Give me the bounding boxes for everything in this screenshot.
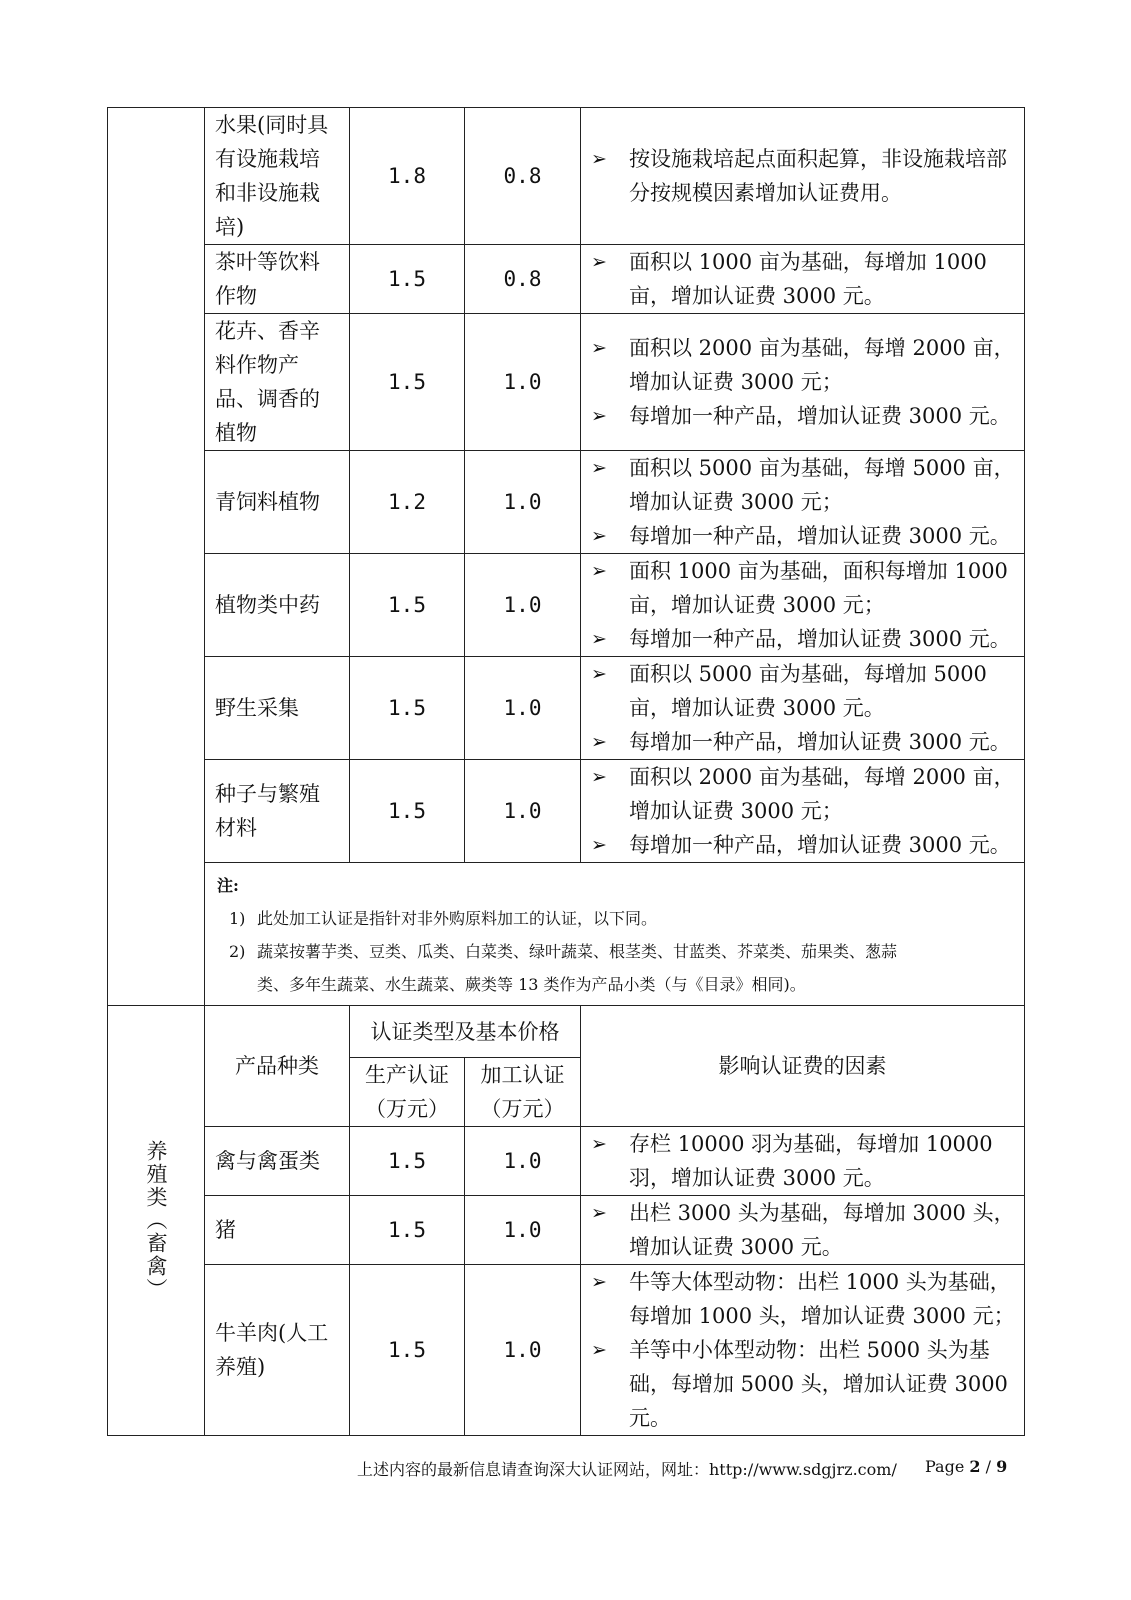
- livestock-header-row: [108, 1006, 1025, 1058]
- table-row: [108, 760, 1025, 863]
- header-product-type: 产品种类: [205, 1006, 350, 1127]
- production-price: 1.5: [350, 245, 465, 314]
- note-item: 2) 蔬菜按薯芋类、豆类、瓜类、白菜类、绿叶蔬菜、根茎类、甘蓝类、芥菜类、茄果类、葱蒜: [229, 942, 898, 961]
- arrowhead-bullet-icon: ➢: [591, 766, 607, 788]
- fee-factors: ➢ 存栏 10000 羽为基础，每增加 10000 羽，增加认证费 3000 元。: [581, 1127, 1025, 1196]
- processing-price: 1.0: [465, 314, 581, 451]
- arrowhead-bullet-icon: ➢: [591, 1271, 607, 1293]
- fee-factors: ➢ 面积 1000 亩为基础，面积每增加 1000 亩，增加认证费 3000 元； ➢ 每增加一种产品，增加认证费 3000 元。: [581, 554, 1025, 657]
- fee-factors: ➢ 面积以 2000 亩为基础，每增 2000 亩，增加认证费 3000 元； ➢ 每增加一种产品，增加认证费 3000 元。: [581, 760, 1025, 863]
- notes-row: [108, 863, 1025, 1006]
- note-item-continuation: 类、多年生蔬菜、水生蔬菜、蕨类等 13 类作为产品小类（与《目录》相同)。: [257, 975, 806, 994]
- arrowhead-bullet-icon: ➢: [591, 1133, 607, 1155]
- table-row: [108, 657, 1025, 760]
- arrowhead-bullet-icon: ➢: [591, 560, 607, 582]
- arrowhead-bullet-icon: ➢: [591, 1202, 607, 1224]
- header-factors: 影响认证费的因素: [581, 1006, 1025, 1127]
- footer-text: 上述内容的最新信息请查询深大认证网站，网址：http://www.sdgjrz.com/: [357, 1460, 897, 1479]
- arrowhead-bullet-icon: ➢: [591, 337, 607, 359]
- processing-price: 0.8: [465, 108, 581, 245]
- notes-cell: [205, 863, 1025, 1006]
- fee-factors: ➢ 面积以 1000 亩为基础，每增加 1000 亩，增加认证费 3000 元。: [581, 245, 1025, 314]
- table-row: [108, 451, 1025, 554]
- table-row: [108, 314, 1025, 451]
- header-processing: 加工认证（万元）: [465, 1058, 581, 1127]
- note-item: 1) 此处加工认证是指针对非外购原料加工的认证，以下同。: [229, 909, 658, 928]
- production-price: 1.5: [350, 760, 465, 863]
- table-row: [108, 554, 1025, 657]
- production-price: 1.5: [350, 554, 465, 657]
- product-category: 水果(同时具有设施栽培和非设施栽培): [205, 108, 350, 245]
- processing-price: 0.8: [465, 245, 581, 314]
- fee-factors: ➢ 面积以 2000 亩为基础，每增 2000 亩，增加认证费 3000 元； ➢ 每增加一种产品，增加认证费 3000 元。: [581, 314, 1025, 451]
- fee-factors: ➢ 按设施栽培起点面积起算，非设施栽培部分按规模因素增加认证费用。: [581, 108, 1025, 245]
- processing-price: 1.0: [465, 451, 581, 554]
- product-category: 青饲料植物: [205, 451, 350, 554]
- table-row: [108, 1127, 1025, 1196]
- total-pages: 9: [996, 1457, 1008, 1476]
- processing-price: 1.0: [465, 554, 581, 657]
- production-price: 1.2: [350, 451, 465, 554]
- production-price: 1.5: [350, 1127, 465, 1196]
- arrowhead-bullet-icon: ➢: [591, 251, 607, 273]
- notes-title: 注:: [217, 876, 239, 895]
- arrowhead-bullet-icon: ➢: [591, 628, 607, 650]
- production-price: 1.5: [350, 657, 465, 760]
- processing-price: 1.0: [465, 760, 581, 863]
- arrowhead-bullet-icon: ➢: [591, 834, 607, 856]
- processing-price: 1.0: [465, 1196, 581, 1265]
- fee-factors: ➢ 出栏 3000 头为基础，每增加 3000 头，增加认证费 3000 元。: [581, 1196, 1025, 1265]
- table-row: [108, 108, 1025, 245]
- production-price: 1.5: [350, 1196, 465, 1265]
- product-category: 猪: [205, 1196, 350, 1265]
- arrowhead-bullet-icon: ➢: [591, 457, 607, 479]
- processing-price: 1.0: [465, 657, 581, 760]
- fee-factors: ➢ 面积以 5000 亩为基础，每增 5000 亩，增加认证费 3000 元； ➢ 每增加一种产品，增加认证费 3000 元。: [581, 451, 1025, 554]
- product-category: 花卉、香辛料作物产品、调香的植物: [205, 314, 350, 451]
- header-production: 生产认证（万元）: [350, 1058, 465, 1127]
- arrowhead-bullet-icon: ➢: [591, 148, 607, 170]
- arrowhead-bullet-icon: ➢: [591, 525, 607, 547]
- table-row: [108, 245, 1025, 314]
- section-label-cell: [108, 108, 205, 1006]
- table-row: [108, 1196, 1025, 1265]
- product-category: 禽与禽蛋类: [205, 1127, 350, 1196]
- product-category: 茶叶等饮料作物: [205, 245, 350, 314]
- table-row: [108, 1265, 1025, 1436]
- arrowhead-bullet-icon: ➢: [591, 731, 607, 753]
- production-price: 1.8: [350, 108, 465, 245]
- current-page: 2: [969, 1457, 981, 1476]
- page-number: Page 2 / 9: [925, 1457, 1008, 1476]
- fee-table: [107, 107, 1025, 1436]
- product-category: 牛羊肉(人工养殖): [205, 1265, 350, 1436]
- livestock-section-label: 养殖类（畜禽）: [144, 1140, 168, 1301]
- section-label-cell: [108, 1006, 205, 1436]
- production-price: 1.5: [350, 314, 465, 451]
- processing-price: 1.0: [465, 1265, 581, 1436]
- page-footer: [0, 1457, 1131, 1481]
- product-category: 植物类中药: [205, 554, 350, 657]
- product-category: 种子与繁殖材料: [205, 760, 350, 863]
- arrowhead-bullet-icon: ➢: [591, 1339, 607, 1361]
- fee-factors: ➢ 牛等大体型动物：出栏 1000 头为基础，每增加 1000 头，增加认证费 3000 元； ➢ 羊等中小体型动物：出栏 5000 头为基础，每增加 5000 头，增加认证费 3000 元。: [581, 1265, 1025, 1436]
- arrowhead-bullet-icon: ➢: [591, 663, 607, 685]
- product-category: 野生采集: [205, 657, 350, 760]
- header-cert-type: 认证类型及基本价格: [350, 1006, 581, 1058]
- arrowhead-bullet-icon: ➢: [591, 405, 607, 427]
- fee-factors: ➢ 面积以 5000 亩为基础，每增加 5000 亩，增加认证费 3000 元。 ➢ 每增加一种产品，增加认证费 3000 元。: [581, 657, 1025, 760]
- processing-price: 1.0: [465, 1127, 581, 1196]
- production-price: 1.5: [350, 1265, 465, 1436]
